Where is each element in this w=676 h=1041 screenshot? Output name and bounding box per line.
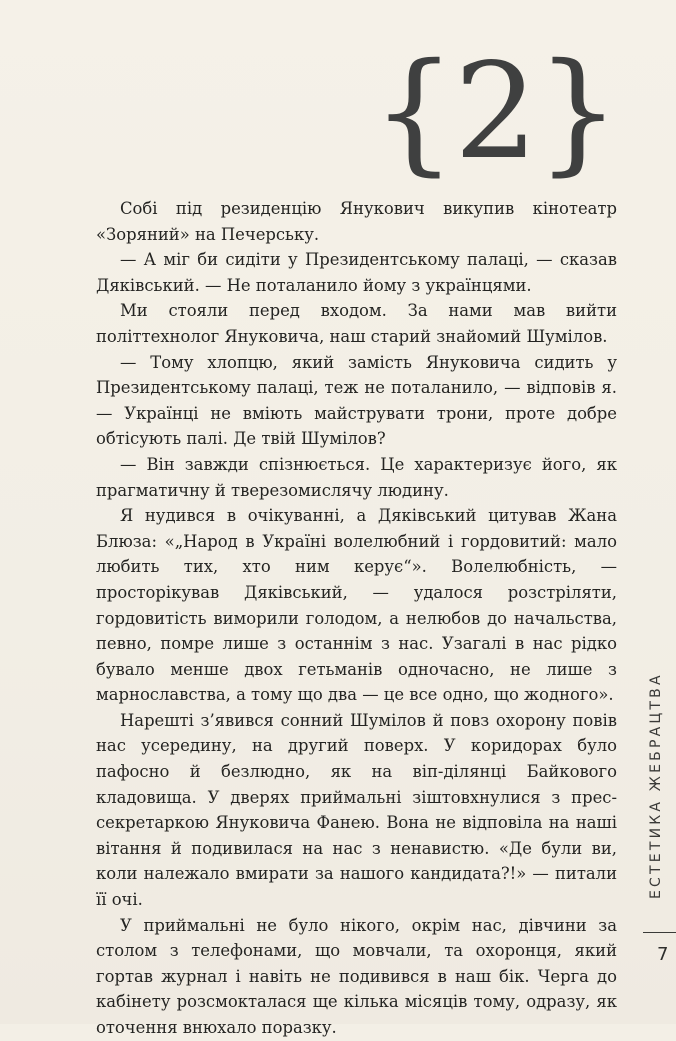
paragraph-3: Ми стояли перед входом. За нами мав вийти політтехнолог Януковича, наш старий знайомий Шумілов. [96,301,617,346]
paragraph-6: Я нудився в очікуванні, а Дяківський цитував Жана Блюза: «„Народ в Україні волелюбний і гордовитий: мало любить тих, хто ним керує“». Волелюбність, — просторікував Дяківський, — удалося розстріляти, гордовитість виморили голодом, а нелюбов до начальства, певно, помре лише з останнім з нас. Узагалі в нас рідко бувало менше двох гетьманів одночасно, не лише з марнославства, а тому що два — це все одно, що жодного». [96,506,617,705]
paragraph-4: — Тому хлопцю, який замість Януковича сидить у Президентському палаці, теж не поталанило, — відповів я. — Українці не вміють майструвати трони, проте добре обтісують палі. Де твій Шумілов? [96,352,617,449]
paragraph-7: Нарешті з’явився сонний Шумілов й повз охорону повів нас усередину, на другий поверх. У коридорах було пафосно й безлюдно, як на віп-ділянці Байкового кладовища. У дверях приймальні зіштовхнулися з прес-секретаркою Януковича Фанею. Вона не відповіла на наші вітання й подивилася на нас з ненавистю. «Де були ви, коли належало вмирати за нашого кандидата?!» — питали її очі. [96,710,617,910]
paragraph-2: — А міг би сидіти у Президентському палаці, — сказав Дяківський. — Не поталанило йому з українцями. [96,250,617,295]
paragraph-1: Собі під резиденцію Янукович викупив кінотеатр «Зоряний» на Печерську. [96,199,617,244]
body-text [96,196,617,1041]
page-number: 7 [657,944,669,965]
paragraph-8: У приймальні не було нікого, окрім нас, дівчини за столом з телефонами, що мовчали, та охоронця, який гортав журнал і навіть не подивився в наш бік. Черга до кабінету розсмокталася ще кілька місяців тому, одразу, як оточення внюхало поразку. [96,915,617,1037]
running-side-title: ЕСТЕТИКА ЖЕБРАЦТВА [648,672,664,899]
page-number-rule [643,932,676,933]
paragraph-5: — Він завжди спізнюється. Це характеризує його, як прагматичну й тверезомислячу людину. [96,454,617,500]
chapter-number: {2} [372,35,618,189]
